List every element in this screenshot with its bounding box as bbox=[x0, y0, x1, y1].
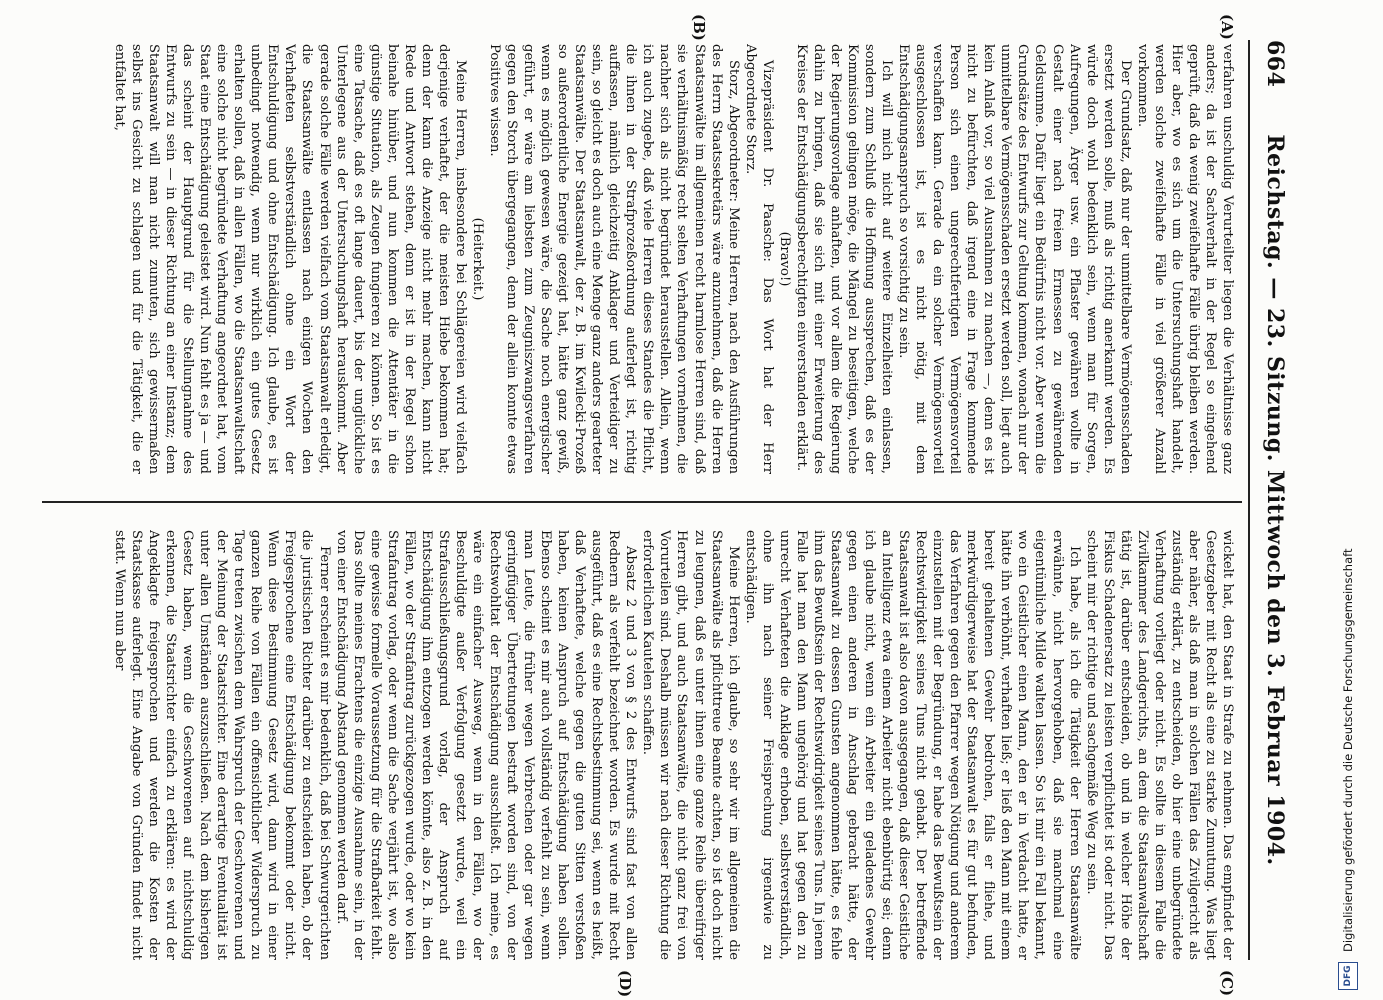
speech-paragraph: Meine Herren, insbesondere bei Schlägereien wird vielfach derjenige verhaftet, der die meisten Hiebe bekommen hat; denn der kann die Anzeige nicht mehr machen, kann nicht Rede und Antwort stehen, denn er ist in der Regel schon beinahe hinüber, und nun kommen die Attentäter in die günstige Situation, als Zeugen fungieren zu können. So ist es eine Tatsache, daß es oft lange dauert, bis der unglückliche Unterlegene aus der Untersuchungshaft herauskommt. Aber gerade solche Fälle werden vielfach vom Staatsanwalt erledigt, die Staatsanwälte entlassen nach einigen Wochen den Verhafteten selbstverständlich ohne ein Wort der Entschuldigung und ohne Entschädigung. Ich glaube, es ist unbedingt notwendig, wenn nur wirklich ein gutes Gesetz erhalten sollen, daß in allen Fällen, wo die Staatsanwaltschaft eine solche nicht begründete Verhaftung angeordnet hat, vom Staat eine Entschädigung geleistet wird. Nun fehlt es ja — und das scheint der Hauptgrund für die Stellungnahme des Entwurfs zu sein — in dieser Richtung an einer Instanz; dem Staatsanwalt will man nicht zumuten, sich gewissermaßen selbst ins Gesicht zu schlagen und für die Tätigkeit, die er entfaltet hat, bbox=[111, 44, 468, 474]
dfg-logo bbox=[1338, 962, 1358, 990]
paragraph: Meine Herren, ich glaube, so sehr wir im allgemeinen die Staatsanwälte als pflichttreue Beamte achten, so ist doch nicht zu leugnen, daß es unter ihnen eine ganze Reihe übereifriger Herren gibt, und auch Staatsanwälte, die nicht ganz frei von Vorurteilen sind. Deshalb müssen wir nach dieser Richtung die erforderlichen Kautelen schaffen. bbox=[640, 530, 741, 960]
vice-president-intro: Vizepräsident Dr. Paasche: Das Wort hat der Herr Abgeordnete Storz. bbox=[742, 44, 775, 474]
header-rule bbox=[1248, 40, 1250, 960]
left-column bbox=[41, 44, 1236, 474]
column-divider bbox=[42, 501, 1242, 503]
page-header bbox=[1258, 40, 1292, 960]
margin-marker-b: (B) bbox=[690, 14, 708, 41]
margin-marker-a: (A) bbox=[1218, 14, 1236, 40]
page-number: 664 bbox=[1262, 40, 1288, 88]
page-title: Reichstag. — 23. Sitzung. Mittwoch den 3. Februar 1904. bbox=[1262, 134, 1288, 866]
digitization-note-text: Digitalisierung gefördert durch die Deutsche Forschungsgemeinschaft bbox=[1341, 548, 1355, 952]
paragraph: verfahren unschuldig Verurteilter liegen die Verhältnisse ganz anders; da ist der Sachverhalt in der Regel so eingehend geprüft, daß da wenig zweifelhafte Fälle übrig bleiben werden. Hier aber, wo es sich um die Untersuchungshaft handelt, werden solche zweifelhafte Fälle in viel größerer Anzahl vorkommen. bbox=[1134, 44, 1235, 474]
dfg-logo-text: DFG bbox=[1343, 965, 1353, 987]
paragraph: Ich habe, als ich die Tätigkeit der Herren Staatsanwälte erwähnte, nicht hervorgehoben, daß sie manchmal eine eigentümliche Milde walten lassen. So ist mir ein Fall bekannt, wo ein Geistlicher einen Mann, den er in Verdacht hatte, er hätte ihn verhöhnt, verhaften ließ; er ließ den Mann mit einem bereit gehaltenen Gewehr bedrohen, falls er fliehe, und merkwürdigerweise hat der Staatsanwalt es für gut befunden, das Verfahren gegen den Pfarrer wegen Nötigung und anderem einzustellen mit der Begründung, er habe das Bewußtsein der Rechtswidrigkeit seines Tuns nicht gehabt. Der betreffende Staatsanwalt ist also davon ausgegangen, daß dieser Geistliche an Intelligenz etwa einem Arbeiter nicht ebenbürtig sei; denn ich glaube nicht, wenn ein Arbeiter ein geladenes Gewehr gegen einen anderen in Anschlag gebracht hätte, der Staatsanwalt zu dessen Gunsten angenommen hätte, es fehle ihm das Bewußtsein der Rechtswidrigkeit seines Tuns. In jenem Falle hat man den Mann ungehörig und hat gegen den zu unrecht Verhafteten die Anklage erhoben, selbstverständlich, ohne ihn nach seiner Freisprechung irgendwie zu entschädigen. bbox=[742, 530, 1082, 960]
paragraph: wickelt hat, den Staat in Strafe zu nehmen. Das empfindet der Gesetzgeber mit Recht als eine zu starke Zumutung. Was liegt aber näher, als daß man in solchen Fällen das Zivilgericht als zuständig erklärt, zu entscheiden, ob hier eine unbegründete Verhaftung vorliegt oder nicht. Es sollte in diesem Falle die Zivilkammer des Landgerichts, an dem die Staatsanwaltschaft tätig ist, darüber entscheiden, ob und in welcher Höhe der Fiskus Schadenersatz zu leisten verpflichtet ist oder nicht. Das scheint mir der richtige und sachgemäße Weg zu sein. bbox=[1083, 530, 1235, 960]
digitization-note bbox=[1338, 12, 1358, 952]
paragraph: Absatz 2 und 3 von § 2 des Entwurfs sind fast von allen Rednern als verfehlt bezeichnet worden. Es wurde mit Recht ausgeführt, daß es eine Rechtsbestimmung sei, wenn es heißt, daß Verhaftete, welche gegen die guten Sitten verstoßen haben, keinen Anspruch auf Entschädigung haben sollen. Ebenso scheint es mir auch vollständig verfehlt zu sein, wenn man Leute, die früher wegen Verbrechen oder gar wegen geringfügiger Übertretungen bestraft worden sind, von der Rechtswohltat der Entschädigung ausschließt. Ich meine, es wäre ein einfacher Ausweg, wenn in den Fällen, wo der Beschuldigte außer Verfolgung gesetzt wurde, weil ein Strafausschließungsgrund vorlag, der Anspruch auf Entschädigung ihm entzogen werden könnte, also z. B. in den Fällen, wo der Strafantrag zurückgezogen wurde, oder wo kein Strafantrag vorlag, oder wenn die Sache verjährt ist, wo also eine gewisse formelle Voraussetzung für die Strafbarkeit fehlt. Das sollte meines Erachtens die einzige Ausnahme sein, in der von einer Entschädigung Abstand genommen werden darf. bbox=[333, 530, 639, 960]
speech-paragraph: Storz, Abgeordneter: Meine Herren, nach den Ausführungen des Herrn Staatssekretärs wäre anzunehmen, daß die Herren Staatsanwälte im allgemeinen recht harmlose Herren sind, daß sie verhältnismäßig recht selten Verhaftungen vornehmen, die nachher sich als nicht begründet herausstellen. Allein, wenn ich auch zugebe, daß viele Herren dieses Standes die Pflicht, die ihnen in der Strafprozeßordnung auferlegt ist, richtig auffassen, nämlich gleichzeitig Anklager und Verteidiger zu sein, so gleicht es doch auch eine Menge ganz anders gearteter Staatsanwälte. Der Staatsanwalt, der z. B. im Kwilecki-Prozeß so außerordentliche Energie gezeigt hat, hätte ganz gewiß, wenn es möglich gewesen wäre, die Sache noch energischer geführt, er wäre am liebsten zum Zeugniszwangsverfahren gegen den Storch übergegangen, denn der allein konnte etwas Positives wissen. bbox=[486, 44, 741, 474]
applause-note: (Bravo!) bbox=[776, 231, 792, 287]
margin-marker-c: (C) bbox=[1218, 970, 1236, 997]
right-column bbox=[41, 530, 1236, 960]
margin-marker-d: (D) bbox=[616, 970, 634, 998]
laughter-note: (Heiterkeit.) bbox=[469, 217, 485, 301]
paragraph: Der Grundsatz, daß nur der unmittelbare Vermögensschaden ersetzt werden solle, muß als richtig anerkannt werden. Es würde doch wohl bedenklich sein, wenn man für Sorgen, Aufregungen, Ärger usw. ein Pflaster gewähren wollte in Gestalt einer nach freiem Ermessen zu gewährenden Geldsumme. Dafür liegt ein Bedürfnis nicht vor. Aber wenn die Grundsätze des Entwurfs zur Geltung kommen, wonach nur der unmittelbare Vermögensschaden ersetzt werden soll, liegt auch kein Anlaß vor, so viel Ausnahmen zu machen —, denn es ist nicht zu befürchten, daß irgend eine in Frage kommende Person sich einen ungerechtfertigten Vermögensvorteil verschaffen kann. Gerade da ein solcher Vermögensvorteil ausgeschlossen ist, ist es nicht nötig, mit dem Entschädigungsanspruch so vorsichtig zu sein. bbox=[896, 44, 1133, 474]
paragraph: Ich will mich nicht auf weitere Einzelheiten einlassen, sondern zum Schluß die Hoffnung aussprechen, daß es der Kommission gelingen möge, die Mängel zu beseitigen, welche der Regierungsvorlage anhaften, und vor allem die Regierung dahin zu bringen, daß sie sich mit einer Erweiterung des Kreises der Entschädigungsberechtigten einverstanden erklärt. bbox=[793, 44, 895, 474]
paragraph: Ferner erscheint es mir bedenklich, daß bei Schwurgerichten die juristischen Richter darüber zu entscheiden haben, ob der Freigesprochene eine Entschädigung bekommt oder nicht. Wenn diese Bestimmung Gesetz wird, dann wird in einer ganzen Reihe von Fällen ein offensichtlicher Widerspruch zu Tage treten zwischen dem Wahrspruch der Geschworenen und der Meinung der Staatsrichter. Eine derartige Eventualität ist unter allen Umständen auszuschließen. Nach dem bisherigen Gesetz haben, wenn die Geschworenen auf nichtschuldig erkennen, die Staatsrichter einfach zu erklären: es wird der Angeklagte freigesprochen und werden die Kosten der Staatskasse auferlegt. Eine Angabe von Gründen findet nicht statt. Wenn nun aber bbox=[111, 530, 332, 960]
